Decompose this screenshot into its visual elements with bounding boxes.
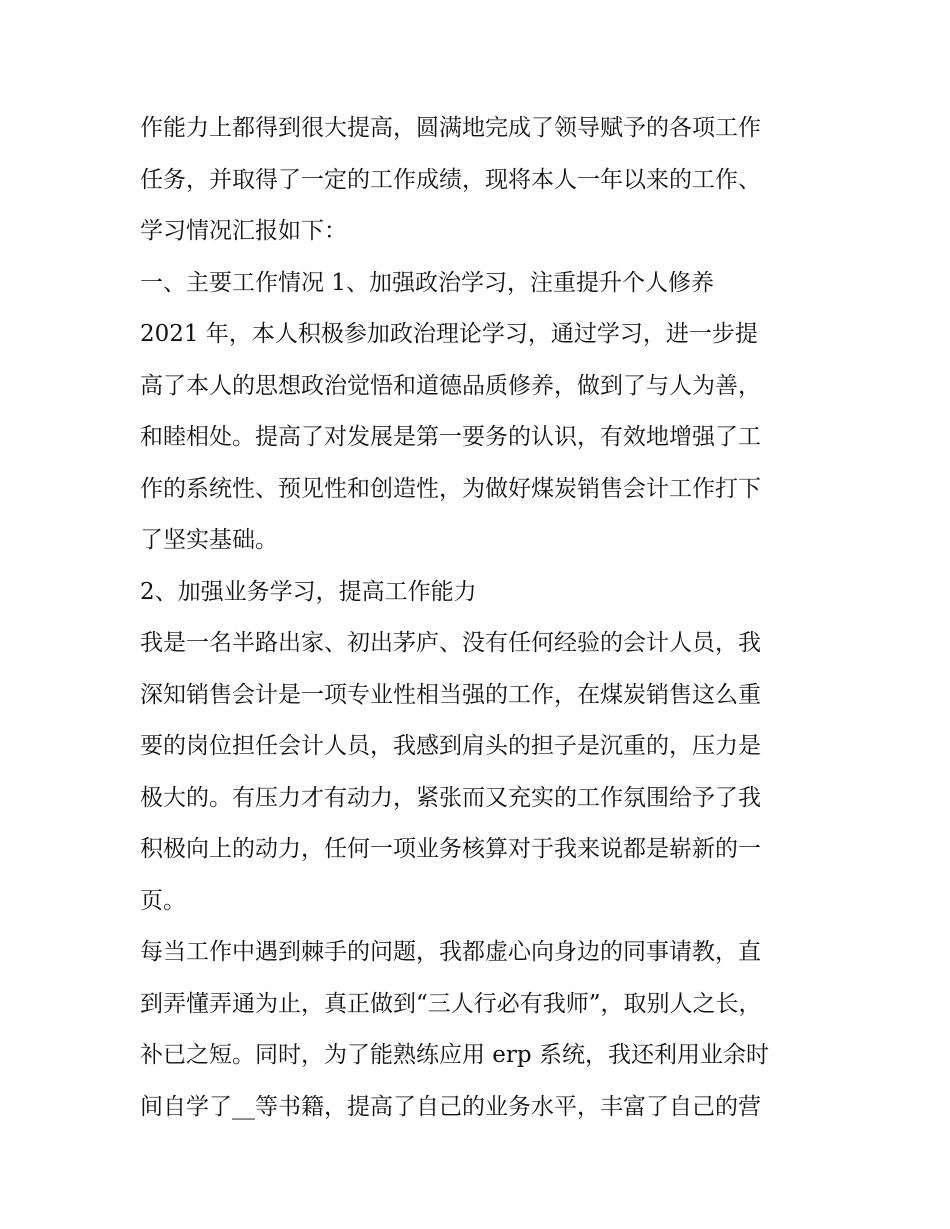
text-line: 积极向上的动力，任何一项业务核算对于我来说都是崭新的一 xyxy=(140,836,761,862)
text-line: 间自学了__等书籍，提高了自己的业务水平，丰富了自己的营 xyxy=(140,1093,761,1120)
text-line: 学习情况汇报如下： xyxy=(140,218,347,244)
text-line: 我是一名半路出家、初出茅庐、没有任何经验的会计人员，我 xyxy=(140,630,761,656)
subsection-heading-line: 2、加强业务学习，提高工作能力 xyxy=(140,578,477,605)
text-line: 作能力上都得到很大提高，圆满地完成了领导赋予的各项工作 xyxy=(140,115,761,141)
text-line: 页。 xyxy=(140,887,186,914)
section-heading-line: 一、主要工作情况 1、加强政治学习，注重提升个人修养 xyxy=(140,269,714,296)
text-line: 要的岗位担任会计人员，我感到肩头的担子是沉重的，压力是 xyxy=(140,733,761,759)
text-line: 作的系统性、预见性和创造性，为做好煤炭销售会计工作打下 xyxy=(140,475,761,502)
text-line: 高了本人的思想政治觉悟和道德品质修养，做到了与人为善， xyxy=(140,372,761,399)
body-text xyxy=(140,103,820,1133)
text-line: 补已之短。同时，为了能熟练应用 erp 系统，我还利用业余时 xyxy=(140,1042,769,1068)
text-line: 每当工作中遇到棘手的问题，我都虚心向身边的同事请教，直 xyxy=(140,939,761,965)
text-line: 深知销售会计是一项专业性相当强的工作，在煤炭销售这么重 xyxy=(140,681,761,708)
text-line: 2021 年，本人积极参加政治理论学习，通过学习，进一步提 xyxy=(140,321,758,347)
text-line: 极大的。有压力才有动力，紧张而又充实的工作氛围给予了我 xyxy=(140,784,761,811)
text-line: 任务，并取得了一定的工作成绩，现将本人一年以来的工作、 xyxy=(140,166,761,193)
text-line: 到弄懂弄通为止，真正做到“三人行必有我师”，取别人之长， xyxy=(140,990,762,1017)
text-line: 和睦相处。提高了对发展是第一要务的认识，有效地增强了工 xyxy=(140,424,761,450)
text-line: 了坚实基础。 xyxy=(140,527,278,553)
